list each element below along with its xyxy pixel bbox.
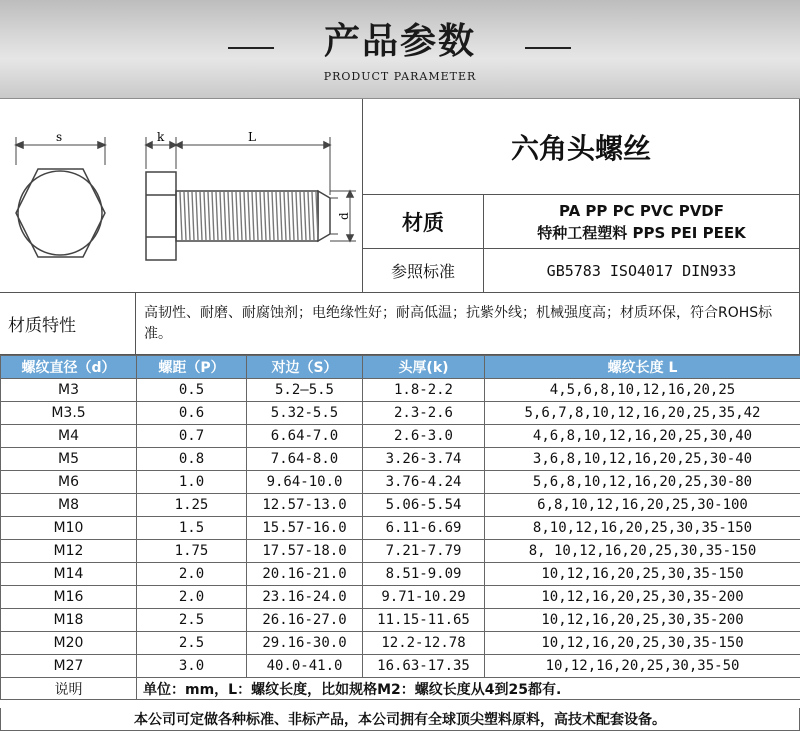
- cell-head-thickness: 6.11-6.69: [363, 517, 485, 540]
- bolt-technical-drawing: [0, 99, 362, 292]
- cell-diameter: M3.5: [1, 402, 137, 425]
- thread-line: [292, 192, 294, 240]
- dim-d-label: d: [337, 212, 351, 220]
- cell-diameter: M20: [1, 632, 137, 655]
- cell-head-thickness: 3.76-4.24: [363, 471, 485, 494]
- table-row: [1, 379, 800, 402]
- note-text: 单位：mm，L：螺纹长度，比如规格M2：螺纹长度从4到25都有.: [137, 678, 800, 700]
- thread-line: [260, 192, 262, 240]
- cell-diameter: M14: [1, 563, 137, 586]
- cell-across-flats: 7.64-8.0: [247, 448, 363, 471]
- cell-across-flats: 20.16-21.0: [247, 563, 363, 586]
- cell-across-flats: 40.0-41.0: [247, 655, 363, 678]
- dim-s-label: s: [56, 130, 63, 144]
- thread-line: [192, 192, 194, 240]
- cell-diameter: M8: [1, 494, 137, 517]
- thread-line: [184, 192, 186, 240]
- table-row: [1, 448, 800, 471]
- cell-across-flats: 26.16-27.0: [247, 609, 363, 632]
- cell-thread-length: 4,5,6,8,10,12,16,20,25: [485, 379, 800, 402]
- table-row: [1, 471, 800, 494]
- material-line-2: 特种工程塑料 PPS PEI PEEK: [537, 223, 746, 242]
- cell-pitch: 1.0: [137, 471, 247, 494]
- cell-across-flats: 23.16-24.0: [247, 586, 363, 609]
- hex-inner-circle: [18, 171, 102, 255]
- note-row: [1, 678, 800, 700]
- cell-pitch: 1.75: [137, 540, 247, 563]
- cell-thread-length: 10,12,16,20,25,30,35-200: [485, 609, 800, 632]
- cell-pitch: 2.0: [137, 563, 247, 586]
- cell-head-thickness: 2.6-3.0: [363, 425, 485, 448]
- thread-line: [212, 192, 214, 240]
- cell-diameter: M10: [1, 517, 137, 540]
- cell-across-flats: 5.32-5.5: [247, 402, 363, 425]
- footer-statement: 本公司可定做各种标准、非标产品，本公司拥有全球顶尖塑料原料，高技术配套设备。: [0, 708, 800, 731]
- standard-value: GB5783 ISO4017 DIN933: [484, 249, 800, 293]
- cell-head-thickness: 2.3-2.6: [363, 402, 485, 425]
- cell-across-flats: 9.64-10.0: [247, 471, 363, 494]
- col-header-pitch: 螺距（P）: [137, 356, 247, 379]
- table-row: [1, 540, 800, 563]
- cell-thread-length: 3,6,8,10,12,16,20,25,30-40: [485, 448, 800, 471]
- thread-line: [224, 192, 226, 240]
- header-title: 产品参数: [323, 20, 476, 62]
- cell-across-flats: 12.57-13.0: [247, 494, 363, 517]
- thread-line: [216, 192, 218, 240]
- material-line-1: PA PP PC PVC PVDF: [558, 201, 724, 220]
- cell-pitch: 2.5: [137, 632, 247, 655]
- cell-thread-length: 10,12,16,20,25,30,35-50: [485, 655, 800, 678]
- col-header-head-thickness: 头厚(k): [363, 356, 485, 379]
- cell-head-thickness: 3.26-3.74: [363, 448, 485, 471]
- cell-pitch: 2.5: [137, 609, 247, 632]
- cell-diameter: M16: [1, 586, 137, 609]
- dim-k-label: k: [157, 130, 165, 144]
- thread-line: [268, 192, 270, 240]
- thread-line: [296, 192, 298, 240]
- table-row: [1, 494, 800, 517]
- cell-across-flats: 15.57-16.0: [247, 517, 363, 540]
- table-row: [1, 563, 800, 586]
- thread-line: [304, 192, 306, 240]
- cell-thread-length: 8,10,12,16,20,25,30,35-150: [485, 517, 800, 540]
- cell-diameter: M12: [1, 540, 137, 563]
- thread-line: [312, 192, 314, 240]
- cell-pitch: 0.8: [137, 448, 247, 471]
- thread-line: [236, 192, 238, 240]
- thread-line: [208, 192, 210, 240]
- properties-label: 材质特性: [0, 293, 136, 355]
- cell-pitch: 2.0: [137, 586, 247, 609]
- thread-line: [284, 192, 286, 240]
- cell-pitch: 1.25: [137, 494, 247, 517]
- cell-head-thickness: 1.8-2.2: [363, 379, 485, 402]
- note-label: 说明: [1, 678, 137, 700]
- properties-text: 高韧性、耐磨、耐腐蚀剂；电绝缘性好；耐高低温；抗紫外线；机械强度高；材质环保，符合ROHS标准。: [136, 293, 800, 355]
- cell-pitch: 0.5: [137, 379, 247, 402]
- cell-thread-length: 4,6,8,10,12,16,20,25,30,40: [485, 425, 800, 448]
- standard-label: 参照标准: [363, 249, 484, 293]
- thread-line: [264, 192, 266, 240]
- cell-pitch: 0.7: [137, 425, 247, 448]
- thread-line: [256, 192, 258, 240]
- bolt-drawing: [0, 99, 363, 293]
- material-label: 材质: [363, 195, 484, 249]
- cell-across-flats: 6.64-7.0: [247, 425, 363, 448]
- cell-head-thickness: 5.06-5.54: [363, 494, 485, 517]
- dim-L-label: L: [248, 130, 256, 144]
- thread-line: [180, 192, 182, 240]
- thread-line: [288, 192, 290, 240]
- table-row: [1, 402, 800, 425]
- thread-line: [272, 192, 274, 240]
- col-header-thread-length: 螺纹长度 L: [485, 356, 800, 379]
- cell-thread-length: 10,12,16,20,25,30,35-150: [485, 632, 800, 655]
- cell-pitch: 1.5: [137, 517, 247, 540]
- cell-thread-length: 6,8,10,12,16,20,25,30-100: [485, 494, 800, 517]
- cell-head-thickness: 7.21-7.79: [363, 540, 485, 563]
- table-row: [1, 586, 800, 609]
- col-header-across-flats: 对边（S）: [247, 356, 363, 379]
- table-row: [1, 609, 800, 632]
- cell-thread-length: 5,6,8,10,12,16,20,25,30-80: [485, 471, 800, 494]
- cell-head-thickness: 9.71-10.29: [363, 586, 485, 609]
- thread-line: [308, 192, 310, 240]
- cell-diameter: M6: [1, 471, 137, 494]
- header-rule-left: [228, 47, 274, 49]
- cell-diameter: M27: [1, 655, 137, 678]
- thread-line: [280, 192, 282, 240]
- cell-pitch: 3.0: [137, 655, 247, 678]
- material-value: [484, 195, 800, 249]
- product-name: 六角头螺丝: [363, 99, 800, 195]
- cell-across-flats: 5.2—5.5: [247, 379, 363, 402]
- thread-line: [300, 192, 302, 240]
- header-subtitle: PRODUCT PARAMETER: [323, 70, 477, 83]
- cell-across-flats: 29.16-30.0: [247, 632, 363, 655]
- thread-line: [228, 192, 230, 240]
- hex-head-side-view: [146, 172, 176, 260]
- header-banner: [0, 0, 800, 99]
- spec-table-header: [1, 356, 800, 379]
- thread-line: [240, 192, 242, 240]
- cell-head-thickness: 11.15-11.65: [363, 609, 485, 632]
- cell-thread-length: 8, 10,12,16,20,25,30,35-150: [485, 540, 800, 563]
- cell-across-flats: 17.57-18.0: [247, 540, 363, 563]
- header-rule-right: [525, 47, 571, 49]
- cell-diameter: M18: [1, 609, 137, 632]
- thread-line: [196, 192, 198, 240]
- thread-line: [276, 192, 278, 240]
- cell-head-thickness: 12.2-12.78: [363, 632, 485, 655]
- thread-line: [244, 192, 246, 240]
- table-row: [1, 655, 800, 678]
- cell-thread-length: 10,12,16,20,25,30,35-200: [485, 586, 800, 609]
- cell-thread-length: 10,12,16,20,25,30,35-150: [485, 563, 800, 586]
- cell-diameter: M5: [1, 448, 137, 471]
- table-row: [1, 632, 800, 655]
- cell-pitch: 0.6: [137, 402, 247, 425]
- thread-line: [204, 192, 206, 240]
- thread-line: [248, 192, 250, 240]
- thread-line: [188, 192, 190, 240]
- cell-diameter: M3: [1, 379, 137, 402]
- cell-thread-length: 5,6,7,8,10,12,16,20,25,35,42: [485, 402, 800, 425]
- table-row: [1, 425, 800, 448]
- table-row: [1, 517, 800, 540]
- cell-head-thickness: 8.51-9.09: [363, 563, 485, 586]
- spec-table: [0, 355, 800, 700]
- thread-line: [200, 192, 202, 240]
- hex-head-end-view: [16, 169, 105, 257]
- col-header-diameter: 螺纹直径（d）: [1, 356, 137, 379]
- thread-line: [220, 192, 222, 240]
- cell-head-thickness: 16.63-17.35: [363, 655, 485, 678]
- thread-line: [232, 192, 234, 240]
- cell-diameter: M4: [1, 425, 137, 448]
- thread-line: [252, 192, 254, 240]
